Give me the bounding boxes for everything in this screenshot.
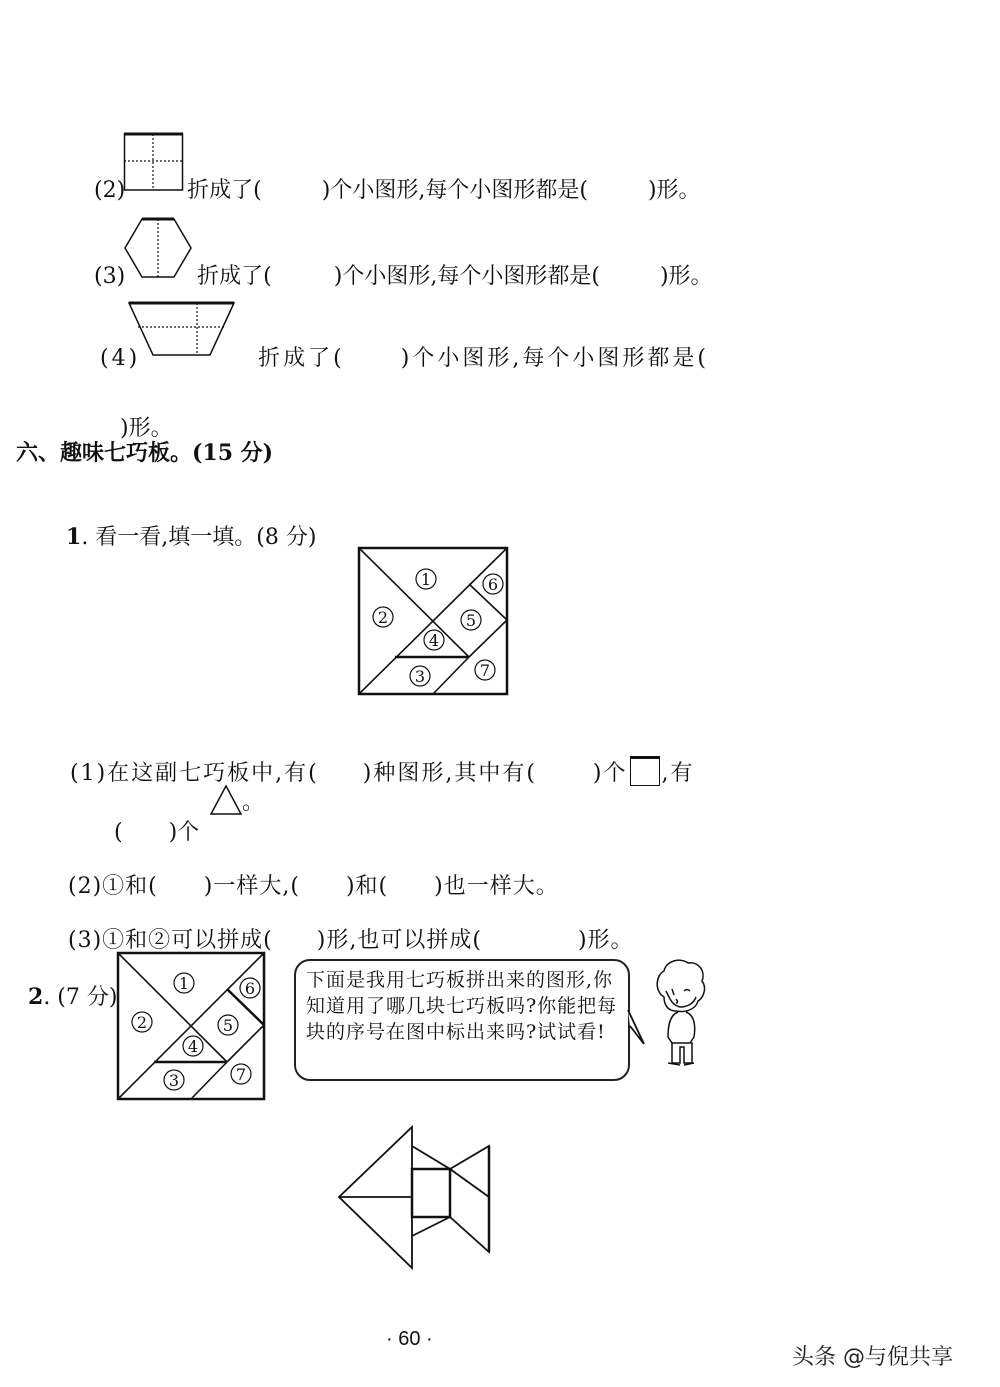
section-heading: 六、趣味七巧板。(15 分) [16, 440, 274, 466]
svg-text:7: 7 [235, 1065, 247, 1084]
speech-text: 下面是我用七巧板拼出来的图形,你知道用了哪几块七巧板吗?你能把每块的序号在图中标出来吗?试试看! [306, 969, 618, 1043]
watermark: 头条 @与倪共享 [792, 1345, 953, 1370]
cartoon-child-icon [650, 955, 710, 1085]
square-fold-figure [124, 133, 184, 191]
question-6-1-2: (2)①和( )一样大,( )和( )也一样大。 [68, 874, 559, 899]
svg-text:4: 4 [428, 631, 440, 650]
triangle-icon [210, 785, 242, 815]
svg-text:5: 5 [465, 611, 477, 630]
question-6-1-1-continued: ( )个 [114, 820, 200, 845]
question-5-2: (2) 折成了( )个小图形,每个小图形都是( )形。 [94, 178, 701, 203]
tangram-fish-figure [338, 1126, 498, 1276]
svg-text:5: 5 [222, 1016, 234, 1035]
question-label: (2) [94, 178, 126, 203]
hexagon-fold-figure [124, 218, 194, 278]
page-number: · 60 · [386, 1328, 433, 1350]
question-5-4-continued: )形。 [120, 416, 173, 441]
svg-text:2: 2 [136, 1013, 148, 1032]
speech-bubble [294, 959, 630, 1081]
svg-text:4: 4 [187, 1037, 199, 1056]
square-icon [630, 756, 660, 786]
question-6-1-1: (1)在这副七巧板中,有( )种图形,其中有( )个 ,有 [52, 726, 695, 789]
svg-text:7: 7 [479, 661, 491, 680]
svg-text:1: 1 [178, 974, 190, 993]
svg-text:3: 3 [168, 1071, 180, 1090]
question-6-1-3: (3)①和②可以拼成( )形,也可以拼成( )形。 [68, 928, 634, 953]
question-5-3: (3) 折成了( )个小图形,每个小图形都是( )形。 [94, 264, 713, 289]
question-label: (3) [94, 264, 126, 289]
svg-text:6: 6 [487, 575, 499, 594]
tangram-square-1 [358, 547, 508, 695]
svg-text:1: 1 [420, 570, 432, 589]
trapezoid-fold-figure [128, 302, 236, 358]
tangram-square-2 [117, 952, 267, 1100]
part2-heading: 2. (7 分) [28, 984, 118, 1010]
svg-text:2: 2 [377, 608, 389, 627]
svg-text:6: 6 [244, 979, 256, 998]
part1-heading: 1. 看一看,填一填。(8 分) [66, 524, 317, 550]
svg-text:3: 3 [414, 667, 426, 686]
question-label: (4) [100, 346, 141, 371]
question-5-4: (4) 折成了( )个小图形,每个小图形都是( [100, 346, 709, 371]
